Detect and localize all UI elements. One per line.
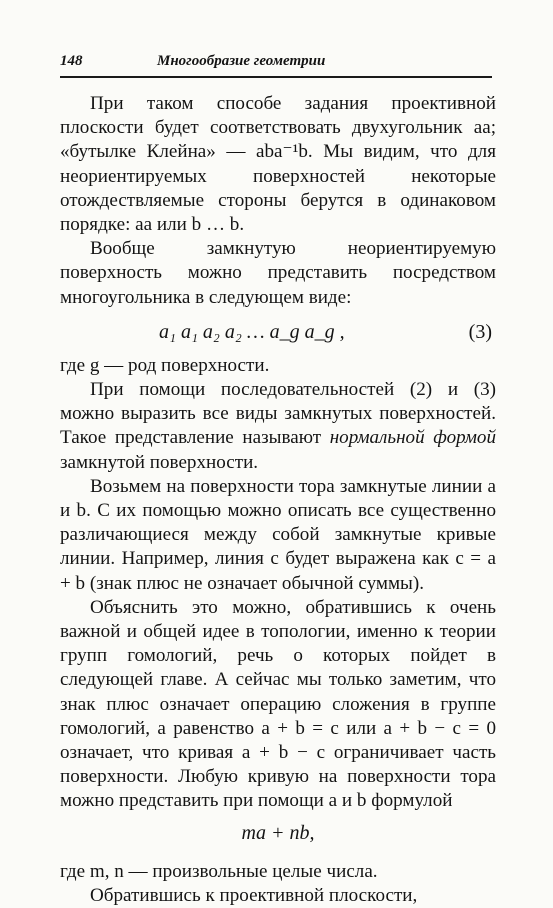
- paragraph-1: При таком способе задания проективной плоскости будет соответствовать двухугольник aa; «бутылке Клейна» — aba⁻¹b. Мы видим, что для неориентируемых поверхностей некоторые отождествляемые стороны берутся в одинаковом порядке: aa или b … b.: [60, 93, 496, 236]
- equation-3-number: (3): [468, 320, 492, 343]
- equation-3: [60, 316, 496, 350]
- body-text: [60, 92, 496, 908]
- paragraph-4: [60, 378, 496, 475]
- paragraph-3: где g — род поверхности.: [60, 354, 270, 376]
- page-number: 148: [60, 53, 83, 69]
- header-rule: [60, 76, 492, 78]
- paragraph-5: Возьмем на поверхности тора замкнутые линии a и b. С их помощью можно описать все существенно различающиеся между собой замкнутые кривые линии. Например, линия c будет выражена как c = a + b (знак плюс не означает обычной суммы).: [60, 475, 496, 594]
- paragraph-8: Обратившись к проективной плоскости,: [90, 884, 418, 906]
- normal-form-term: нормальной формой: [329, 427, 496, 449]
- equation-3-formula: a₁ a₁ a₂ a₂ … a_g a_g ,: [159, 320, 345, 343]
- paragraph-6: Объяснить это можно, обратившись к очень важной и общей идее в топологии, именно к теории групп гомологий, речь о которых пойдет в следующей главе. А сейчас мы только заметим, что знак плюс означает операцию сложения в группе гомологий, а равенство a + b = c или a + b − c = 0 означает, что кривая a + b − c ограничивает часть поверхности. Любую кривую на поверхности тора можно представить при помощи a и b формулой: [60, 596, 496, 812]
- paragraph-4-end: замкнутой поверхности.: [60, 451, 259, 473]
- paragraph-2: Вообще замкнутую неориентируемую поверхность можно представить посредством многоугольника в следующем виде:: [60, 238, 496, 308]
- equation-ma-nb: ma + nb,: [241, 821, 315, 844]
- paragraph-7: где m, n — произвольные целые числа.: [60, 860, 378, 882]
- paragraph-4-start: При помощи последовательностей (2) и (3) можно выразить все виды замкнутых поверхностей. Такое представление называют: [60, 379, 496, 449]
- running-title: Многообразие геометрии: [157, 53, 326, 69]
